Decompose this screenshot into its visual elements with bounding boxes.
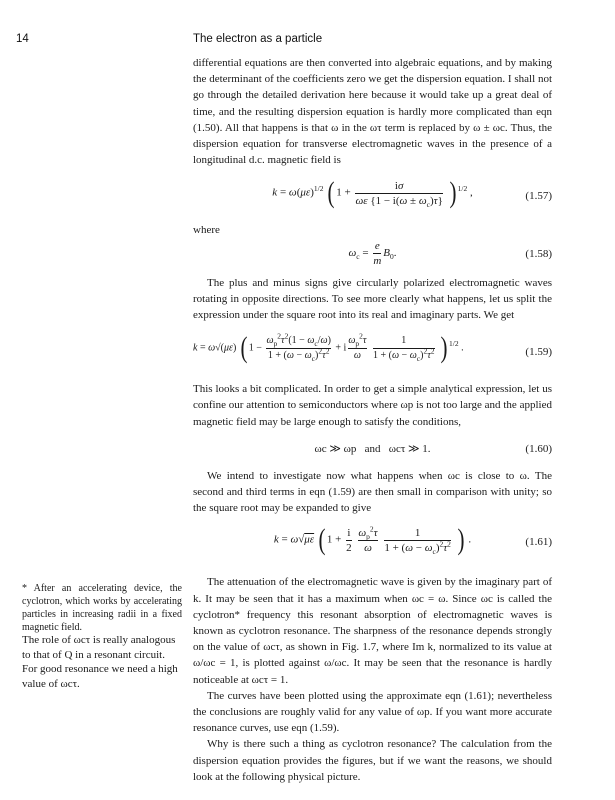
page-number: 14: [16, 33, 29, 45]
equation-1-60: [193, 436, 552, 462]
paragraph-4: We intend to investigate now what happens when ωc is close to ω. The second and third terms in eqn (1.59) are then small in comparison with unity; so the square root may be expanded to give: [193, 469, 552, 515]
paragraph-6: The curves have been plotted using the approximate eqn (1.61); nevertheless the conclusions are roughly valid for any value of ωp. If you want more accurate resonance curves, use eqn (1.59).: [193, 689, 552, 735]
paragraph-7: Why is there such a thing as cyclotron resonance? The calculation from the dispersion equation provides the figures, but if we want the reasons, we should look at the following physical picture.: [193, 738, 552, 783]
equation-1-58: [193, 239, 552, 269]
main-text-column: [193, 55, 552, 785]
paragraph-1: differential equations are then converted into algebraic equations, and by making the determinant of the coefficients zero we get the dispersion equation. I shall not go through the detailed derivation here because it would take up a great deal of time, and the resulting dispersion equation is hardly more complicated than eqn (1.50). All that happens is that ω in the ωτ term is replaced by ω ± ωc. Thus, the dispersion equation for transverse electromagnetic waves in the presence of a longitudinal d.c. magnetic field is: [193, 57, 552, 167]
equation-number-1-60: (1.60): [525, 442, 552, 455]
paragraph-3: This looks a bit complicated. In order to get a simple analytical expression, let us confine our attention to semiconductors where ωp is not too large and the applied magnetic field may be large enough to satisfy the conditions,: [193, 383, 552, 428]
equation-number-1-57: (1.57): [525, 190, 552, 203]
footnote: * After an accelerating device, the cyclotron, which works by accelerating particles in increasing radii in a fixed magnetic field.: [22, 583, 182, 633]
running-title: The electron as a particle: [193, 33, 323, 45]
equation-1-61: [193, 520, 552, 564]
equation-1-60-text: ωc ≫ ωp and ωcτ ≫ 1.: [314, 442, 431, 455]
margin-note: The role of ωcτ is really analogous to that of Q in a resonant circuit. For good resonance we need a high value of ωcτ.: [22, 634, 178, 690]
equation-1-59-body: k = ω√(με) ( 1 − $\frac{\omega_p^2\tau^2(1 - \omega_c/\omega)}{1 + (\omega - \omega_c)^2\tau^2}$ + i $\frac{\omega_p^2\tau}{\omega}$ $\frac{1}{1 + (\omega - \omega_c)^2\tau^2}$ ) $^{1/2}$ .: [193, 331, 464, 365]
equation-1-57-body: $k = \omega(\mu\varepsilon)^{1/2}$ ( 1 + $\frac{i\sigma}{\omega\varepsilon \{1 - i(\omega \pm \omega_c)\tau\}}$ ) $^{1/2}$ ,: [272, 176, 473, 210]
equation-1-57: [193, 174, 552, 218]
equation-1-58-body: $\omega_c$ = $\frac{e}{m}$ $B_0$.: [348, 239, 397, 267]
where-label: where: [193, 224, 220, 237]
paragraph-5: The attenuation of the electromagnetic wave is given by the imaginary part of k. It may be seen that it has a maximum when ωc = ω. Since ωc is called the cyclotron* frequency this resonant absorption of electromagnetic waves is known as cyclotron resonance. The sharpness of the resonance depends strongly on the value of ωcτ, as shown in Fig. 1.7, where Im k, normalized to its value at ω/ωc = 1, is plotted against ω/ωc. It may be seen that the resonance is hardly noticeable at ωcτ = 1.: [193, 576, 552, 686]
equation-1-61-body: k = ω√με ( 1 + $\frac{i}{2}$ $\frac{\omega_p^2\tau}{\omega}$ $\frac{1}{1 + (\omega - \omega_c)^2\tau^2}$ ) .: [273, 523, 472, 557]
equation-number-1-61: (1.61): [525, 536, 552, 549]
equation-1-59: [193, 327, 552, 377]
equation-number-1-59: (1.59): [525, 346, 552, 359]
paragraph-2: The plus and minus signs give circularly polarized electromagnetic waves rotating in opposite directions. To see more clearly what happens, let us split the expression under the square root into its real and imaginary parts. We get: [193, 276, 552, 322]
equation-number-1-58: (1.58): [525, 247, 552, 260]
